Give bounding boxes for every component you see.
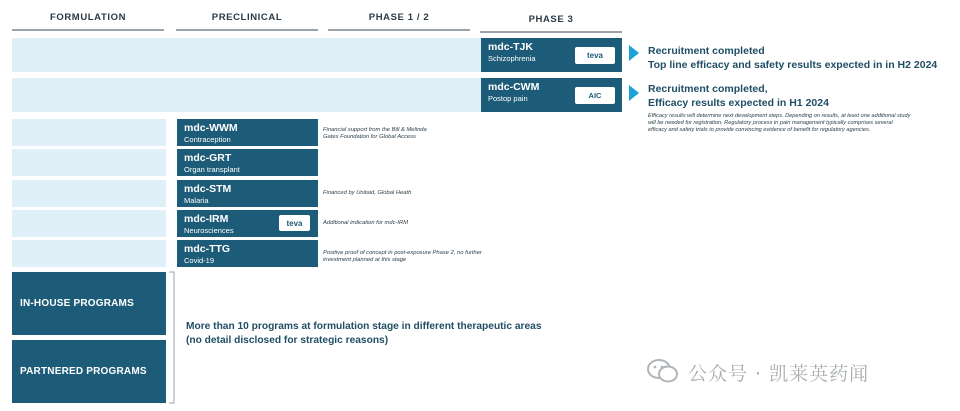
program-indication: Malaria: [184, 196, 209, 205]
header-preclinical-underline: [176, 29, 318, 31]
program-box-mdc-grt: [177, 149, 318, 176]
program-name: mdc-GRT: [184, 152, 232, 164]
formulation-bar-wwm: [12, 119, 166, 146]
header-preclinical: PRECLINICAL: [211, 12, 283, 23]
program-name: mdc-TJK: [488, 41, 533, 53]
program-note: Financial support from the Bill & Melinda Gates Foundation for Global Access: [323, 127, 427, 141]
header-phase12: PHASE 1 / 2: [368, 12, 430, 23]
formulation-bar-stm: [12, 180, 166, 207]
program-note: Financed by Unitaid, Global Heath: [323, 190, 412, 196]
program-name: mdc-CWM: [488, 81, 540, 93]
header-formulation: FORMULATION: [49, 12, 127, 23]
formulation-bar-grt: [12, 149, 166, 176]
program-indication: Schizophrenia: [488, 54, 536, 63]
watermark-text: 公众号 · 凯莱英药闻: [688, 363, 870, 385]
efficacy-note: Efficacy results will determine next development steps. Depending on results, at least one additional study will be needed for registration. Regulatory process in pain management typically comprises several efficacy and safety trials to provide convincing evidence of benefit for regulatory agencies.: [648, 113, 911, 134]
result-line: Recruitment completed,: [648, 83, 768, 95]
program-name: mdc-TTG: [184, 243, 231, 255]
header-phase3-underline: [480, 31, 622, 33]
result-cwm: [648, 82, 958, 110]
program-name: mdc-WWM: [184, 122, 238, 134]
partnered-programs-box: PARTNERED PROGRAMS: [12, 340, 166, 403]
program-indication: Postop pain: [488, 94, 528, 103]
phase3-row-bar-1: [12, 38, 482, 72]
phase3-row-bar-2: [12, 78, 482, 112]
bracket: [166, 270, 180, 405]
header-phase3: PHASE 3: [528, 14, 574, 25]
summary-line: More than 10 programs at formulation stage in different therapeutic areas: [186, 321, 542, 332]
result-line: Efficacy results expected in H1 2024: [648, 97, 829, 109]
teva-logo: teva: [279, 215, 310, 231]
formulation-bar-ttg: [12, 240, 166, 267]
wechat-icon: [646, 357, 680, 385]
program-indication: Covid-19: [184, 256, 215, 265]
summary-line: (no detail disclosed for strategic reasons): [186, 334, 389, 346]
result-line: Top line efficacy and safety results expected in in H2 2024: [648, 59, 938, 71]
program-name: mdc-STM: [184, 183, 232, 195]
program-indication: Organ transplant: [184, 165, 240, 174]
program-name: mdc-IRM: [184, 213, 229, 225]
program-indication: Contraception: [184, 135, 231, 144]
teva-logo: teva: [575, 47, 615, 64]
program-note: Additional indication for mdc-IRM: [323, 220, 409, 226]
header-formulation-underline: [12, 29, 164, 31]
formulation-summary: [186, 320, 606, 347]
header-phase12-underline: [328, 29, 470, 31]
program-indication: Neurosciences: [184, 226, 234, 235]
in-house-programs-box: IN-HOUSE PROGRAMS: [12, 272, 166, 335]
program-box-mdc-wwm: [177, 119, 318, 146]
result-line: Recruitment completed: [648, 45, 765, 57]
program-box-mdc-ttg: [177, 240, 318, 267]
arrow-icon: [629, 45, 639, 61]
program-box-mdc-stm: [177, 180, 318, 207]
aic-logo: AIC: [575, 87, 615, 104]
program-note: Positive proof of concept in post-exposure Phase 2, no further investment planned at this stage: [323, 250, 482, 264]
result-tjk: [648, 44, 958, 72]
formulation-bar-irm: [12, 210, 166, 237]
arrow-icon: [629, 85, 639, 101]
